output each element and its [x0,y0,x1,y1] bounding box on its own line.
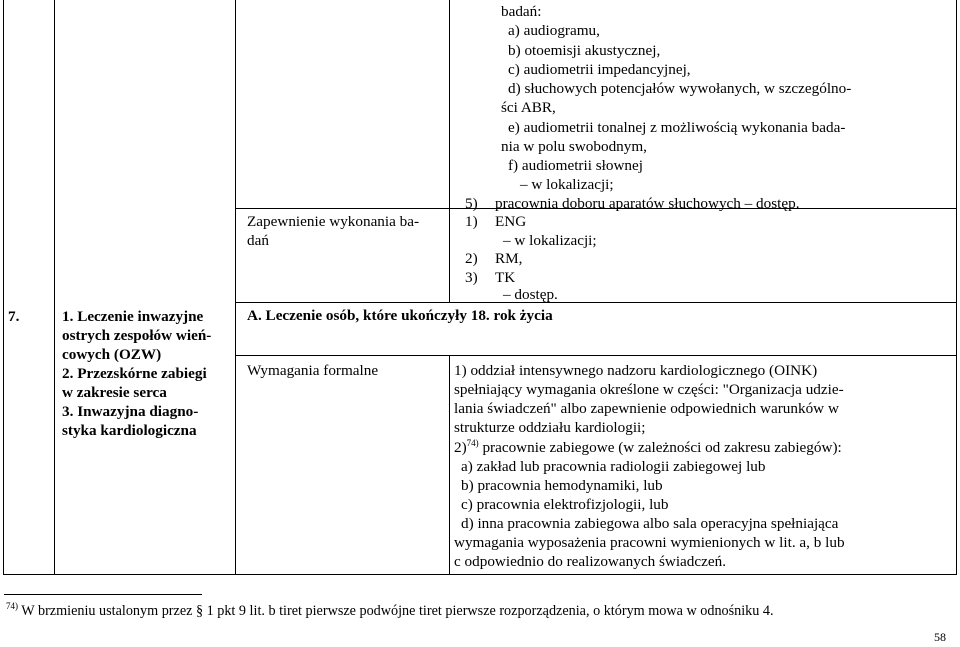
row-divider-formal [235,355,957,356]
zap-item-location: – w lokalizacji; [503,232,597,249]
formal-label: Wymagania formalne [247,362,379,379]
formal-sub-b: b) pracownia hemodynamiki, lub [461,477,663,494]
formal-line-3: lania świadczeń" albo zapewnienie odpowiednich warunków w [454,400,839,417]
left-line-3: cowych (OZW) [62,346,162,363]
badania-item-c: c) audiometrii impedancyjnej, [508,61,691,78]
zap-item-1-num: 1) [465,213,478,230]
badania-item-e: e) audiometrii tonalnej z możliwością wykonania bada- [508,119,846,136]
badania-item-b: b) otoemisji akustycznej, [508,42,661,59]
zap-item-3-num: 3) [465,269,478,286]
page-number: 58 [934,630,946,644]
badania-item-d-cont: ści ABR, [501,99,556,116]
table-divider-4 [449,355,450,575]
zap-item-1-text: ENG [495,213,527,230]
zapewnienie-label-2: dań [247,232,269,249]
row-number: 7. [8,308,20,325]
badania-item-d: d) słuchowych potencjałów wywołanych, w szczególno- [508,80,852,97]
item-5-text: pracownia doboru aparatów słuchowych – dostęp. [495,195,800,212]
zapewnienie-label-1: Zapewnienie wykonania ba- [247,213,420,230]
table-divider-2 [235,0,236,575]
left-line-7: styka kardiologiczna [62,422,197,439]
formal-sub-a: a) zakład lub pracownia radiologii zabiegowej lub [461,458,766,475]
formal-sub-d-cont-2: c odpowiednio do realizowanych świadczeń. [454,553,727,570]
row-divider-section [235,302,957,303]
badania-item-a: a) audiogramu, [508,22,600,39]
formal-item-2-text: pracownie zabiegowe (w zależności od zakresu zabiegów): [478,439,842,456]
left-line-2: ostrych zespołów wień- [62,327,212,344]
footnote-ref: 74) [466,438,479,448]
badan-continuation: badań: [501,3,542,20]
table-border-left [3,0,4,575]
zap-item-access: – dostęp. [503,286,558,303]
left-line-4: 2. Przezskórne zabiegi [62,365,207,382]
footnote [6,602,774,621]
zap-item-2-text: RM, [495,250,523,267]
footnote-separator [4,594,202,595]
item-5-number: 5) [465,195,478,212]
left-line-5: w zakresie serca [62,384,167,401]
formal-line-4: strukturze oddziału kardiologii; [454,419,646,436]
formal-sub-c: c) pracownia elektrofizjologii, lub [461,496,669,513]
formal-sub-d-cont-1: wymagania wyposażenia pracowni wymienionych w lit. a, b lub [454,534,845,551]
table-divider-3 [449,0,450,302]
left-line-1: 1. Leczenie inwazyjne [62,308,204,325]
footnote-marker: 74) [6,601,18,611]
formal-line-1: 1) oddział intensywnego nadzoru kardiologicznego (OINK) [454,362,818,379]
zap-item-3-text: TK [495,269,516,286]
table-divider-1 [54,0,55,575]
footnote-text: W brzmieniu ustalonym przez § 1 pkt 9 lit. b tiret pierwsze podwójne tiret pierwsze rozporządzenia, o którym mowa w odnośniku 4. [21,603,774,619]
table-border-bottom [3,574,957,575]
section-a-heading: A. Leczenie osób, które ukończyły 18. rok życia [247,307,553,324]
formal-line-2: spełniający wymagania określone w części: "Organizacja udzie- [454,381,844,398]
zap-item-2-num: 2) [465,250,478,267]
formal-item-2-num: 2) [454,439,467,456]
table-border-right [956,0,957,575]
formal-sub-d: d) inna pracownia zabiegowa albo sala operacyjna spełniająca [461,515,839,532]
location-line: – w lokalizacji; [520,176,614,193]
badania-item-f: f) audiometrii słownej [508,157,643,174]
formal-item-2 [454,438,842,457]
badania-item-e-cont: nia w polu swobodnym, [501,138,647,155]
left-line-6: 3. Inwazyjna diagno- [62,403,199,420]
